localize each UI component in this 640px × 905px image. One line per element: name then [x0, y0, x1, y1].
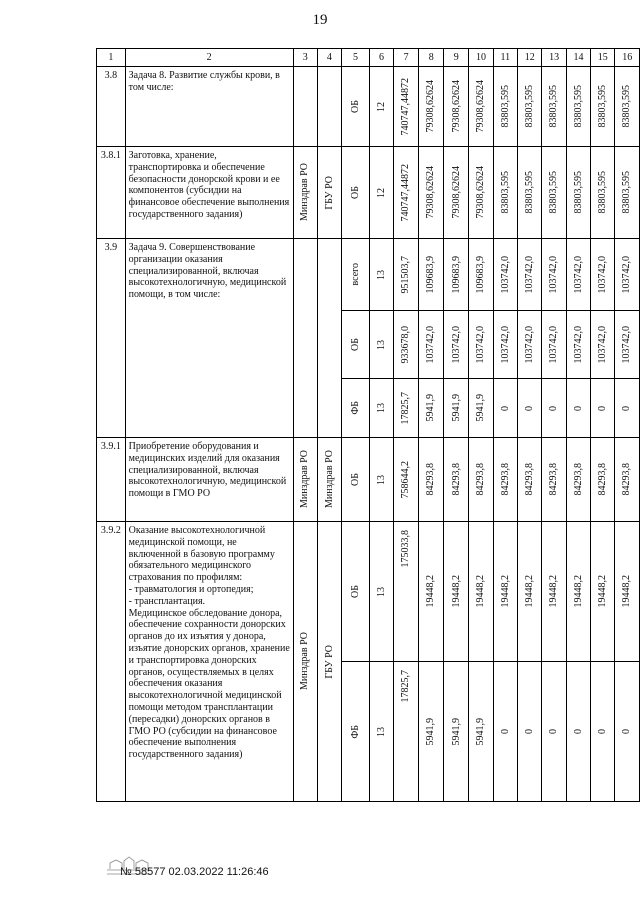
header-cell: 14: [566, 49, 590, 67]
value-cell: 5941,9: [450, 717, 462, 746]
description-line: Оказание высокотехнологичной медицинской помощи, не включенной в базовую программу обязательного медицинского страхования по профилям:: [128, 525, 275, 584]
value-cell: 83803,595: [621, 85, 633, 128]
value-cell: 84293,8: [597, 463, 609, 496]
value-cell: 0: [523, 729, 535, 734]
value-cell: 79308,62624: [475, 80, 487, 133]
table-row: [97, 147, 640, 239]
row-number: 3.9: [97, 239, 126, 438]
funding-source: ОБ: [349, 100, 361, 113]
value-cell: 19448,2: [499, 575, 511, 608]
value-cell: 83803,595: [597, 85, 609, 128]
header-cell: 13: [542, 49, 566, 67]
row-number: 3.8: [97, 67, 126, 147]
value-cell: 103742,0: [475, 325, 487, 364]
value-cell: 0: [572, 405, 584, 411]
value-cell: 17825,7: [400, 670, 412, 703]
number-sign: №: [120, 866, 132, 878]
value-cell: 83803,595: [621, 171, 633, 214]
value-cell: 103742,0: [621, 325, 633, 364]
value-cell: 103742,0: [523, 255, 535, 294]
value-cell: 19448,2: [597, 575, 609, 608]
participant: ГБУ РО: [323, 644, 335, 679]
description-line: - трансплантация.: [128, 595, 206, 607]
responsible-executor: Минздрав РО: [299, 632, 311, 691]
value-cell: 83803,595: [523, 85, 535, 128]
value-cell: 109683,9: [475, 255, 487, 294]
value-cell: 19448,2: [572, 575, 584, 608]
value-cell: 5941,9: [425, 394, 437, 422]
value-cell: 79308,62624: [425, 166, 437, 219]
value-cell: 0: [548, 729, 560, 734]
code-value: 13: [375, 586, 387, 597]
value-cell: 79308,62624: [450, 166, 462, 219]
header-row: [97, 49, 640, 67]
value-cell: 17825,7: [400, 391, 412, 425]
code-value: 13: [375, 269, 387, 280]
value-cell: 0: [499, 729, 511, 734]
value-cell: 83803,595: [572, 85, 584, 128]
value-cell: 83803,595: [572, 171, 584, 214]
value-cell: 84293,8: [450, 463, 462, 496]
value-cell: 0: [597, 729, 609, 734]
value-cell: 103742,0: [621, 255, 633, 294]
value-cell: 79308,62624: [450, 80, 462, 133]
value-cell: 0: [523, 405, 535, 411]
code-value: 13: [375, 474, 387, 485]
responsible-executor: Минздрав РО: [299, 163, 311, 222]
value-cell: 19448,2: [548, 575, 560, 608]
funding-source: ОБ: [349, 338, 361, 351]
value-cell: 84293,8: [621, 463, 633, 496]
value-cell: 79308,62624: [425, 80, 437, 133]
row-number: 3.8.1: [97, 147, 126, 239]
value-cell: 933678,0: [400, 325, 412, 364]
value-cell: 84293,8: [548, 463, 560, 496]
value-cell: 84293,8: [425, 463, 437, 496]
value-cell: 103742,0: [597, 325, 609, 364]
value-cell: 103742,0: [548, 255, 560, 294]
value-cell: 5941,9: [425, 717, 437, 746]
value-cell: 19448,2: [621, 575, 633, 608]
value-cell: 19448,2: [425, 575, 437, 608]
header-cell: 16: [615, 49, 640, 67]
header-cell: 12: [518, 49, 542, 67]
code-value: 13: [375, 339, 387, 350]
funding-source: ОБ: [349, 473, 361, 486]
value-cell: 83803,595: [499, 85, 511, 128]
value-cell: 5941,9: [475, 394, 487, 422]
value-cell: 740747,44872: [400, 163, 412, 222]
responsible-executor: Минздрав РО: [299, 450, 311, 509]
value-cell: 79308,62624: [475, 166, 487, 219]
header-cell: 3: [293, 49, 317, 67]
header-cell: 1: [97, 49, 126, 67]
participant: ГБУ РО: [323, 175, 335, 210]
document-datetime: 02.03.2022 11:26:46: [168, 866, 269, 878]
code-value: 13: [375, 726, 387, 737]
code-value: 13: [375, 403, 387, 413]
table-row: [97, 522, 640, 662]
budget-table: [96, 48, 640, 802]
funding-source: всего: [349, 263, 361, 286]
value-cell: 83803,595: [548, 171, 560, 214]
row-description: [125, 522, 293, 802]
code-value: 12: [375, 187, 387, 198]
value-cell: 84293,8: [499, 463, 511, 496]
value-cell: 83803,595: [597, 171, 609, 214]
value-cell: 740747,44872: [400, 77, 412, 136]
header-cell: 7: [394, 49, 419, 67]
header-cell: 10: [469, 49, 493, 67]
value-cell: 0: [548, 405, 560, 411]
value-cell: 83803,595: [548, 85, 560, 128]
value-cell: 103742,0: [523, 325, 535, 364]
header-cell: 2: [125, 49, 293, 67]
funding-source: ФБ: [349, 401, 361, 415]
value-cell: 103742,0: [572, 325, 584, 364]
header-cell: 8: [419, 49, 444, 67]
header-cell: 9: [444, 49, 469, 67]
value-cell: 103742,0: [499, 255, 511, 294]
value-cell: 84293,8: [475, 463, 487, 496]
value-cell: 84293,8: [572, 463, 584, 496]
description-line: Медицинское обследование донора, обеспечение сохранности донорских органов до их изъятия у донора, изъятие донорских органов, хранение и транспортировка донорских органов, осуществляемых в целях обеспечения оказания высокотехнологичной медицинской помощи методом трансплантации (пересадки) донорских органов в ГМО РО (субсидии на финансовое обеспечение выполнения государственного задания): [128, 607, 290, 761]
value-cell: 0: [597, 405, 609, 411]
row-number: 3.9.1: [97, 438, 126, 522]
value-cell: 0: [572, 729, 584, 734]
funding-source: ОБ: [349, 186, 361, 199]
value-cell: 19448,2: [450, 575, 462, 608]
page-number: 19: [312, 12, 328, 28]
value-cell: 758644,2: [400, 460, 412, 499]
funding-source: ОБ: [349, 585, 361, 598]
row-description: Задача 8. Развитие службы крови, в том числе:: [125, 67, 293, 147]
value-cell: 0: [499, 405, 511, 411]
header-cell: 4: [317, 49, 341, 67]
participant: Минздрав РО: [323, 450, 335, 509]
value-cell: 103742,0: [450, 325, 462, 364]
value-cell: 103742,0: [597, 255, 609, 294]
funding-source: ФБ: [349, 724, 361, 739]
row-description: Заготовка, хранение, транспортировка и обеспечение безопасности донорской крови и ее компонентов (субсидии на финансовое обеспечение выполнения государственного задания): [125, 147, 293, 239]
value-cell: 0: [621, 729, 633, 734]
table-row: [97, 239, 640, 311]
value-cell: 5941,9: [475, 717, 487, 746]
value-cell: 103742,0: [572, 255, 584, 294]
value-cell: 19448,2: [523, 575, 535, 608]
value-cell: 0: [621, 405, 633, 411]
document-number: 58577: [134, 866, 166, 878]
code-value: 12: [375, 101, 387, 112]
value-cell: 83803,595: [523, 171, 535, 214]
description-line: - травматология и ортопедия;: [128, 583, 254, 595]
row-description: Приобретение оборудования и медицинских изделий для оказания специализированной, включая высокотехнологичную, медицинской помощи в ГМО РО: [125, 438, 293, 522]
value-cell: 109683,9: [450, 255, 462, 294]
value-cell: 175033,8: [400, 530, 412, 568]
value-cell: 103742,0: [499, 325, 511, 364]
header-cell: 15: [591, 49, 615, 67]
value-cell: 83803,595: [499, 171, 511, 214]
document-footer: [120, 866, 269, 878]
value-cell: 103742,0: [425, 325, 437, 364]
value-cell: 19448,2: [475, 575, 487, 608]
header-cell: 5: [341, 49, 369, 67]
header-cell: 6: [369, 49, 393, 67]
row-number: 3.9.2: [97, 522, 126, 802]
value-cell: 103742,0: [548, 325, 560, 364]
value-cell: 5941,9: [450, 394, 462, 422]
table-row: [97, 67, 640, 147]
value-cell: 109683,9: [425, 255, 437, 294]
value-cell: 951503,7: [400, 255, 412, 294]
value-cell: 84293,8: [523, 463, 535, 496]
row-description: Задача 9. Совершенствование организации оказания специализированной, включая высокотехнологичную, медицинской помощи, в том числе:: [125, 239, 293, 438]
table-row: [97, 438, 640, 522]
header-cell: 11: [493, 49, 517, 67]
